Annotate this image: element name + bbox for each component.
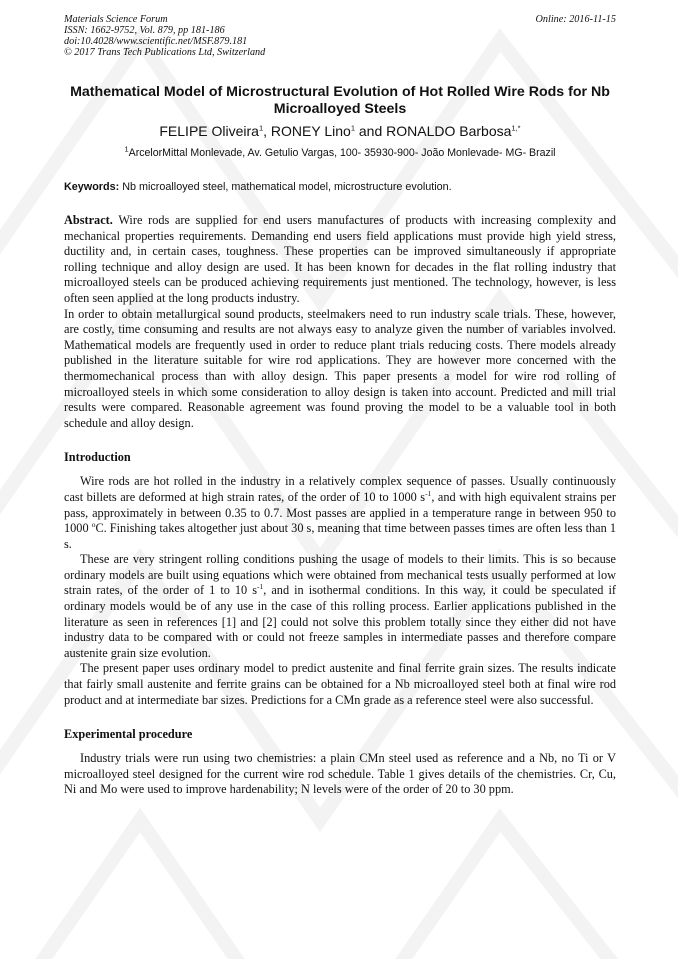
author-2: RONEY Lino xyxy=(270,123,351,139)
experimental-heading: Experimental procedure xyxy=(64,727,193,742)
abstract-paragraph-1 xyxy=(64,213,616,307)
affiliation xyxy=(64,146,616,160)
superscript: -1 xyxy=(257,582,264,592)
paper-page xyxy=(64,14,616,798)
superscript: -1 xyxy=(425,488,432,498)
intro-paragraph-2 xyxy=(64,552,616,661)
author-separator: and xyxy=(355,123,387,139)
author-3: RONALDO Barbosa xyxy=(386,123,512,139)
copyright-line: © 2017 Trans Tech Publications Ltd, Switzerland xyxy=(64,47,266,58)
affiliation-marker: 1 xyxy=(124,144,129,154)
author-2-affil: 1 xyxy=(350,123,355,133)
keywords-text: Nb microalloyed steel, mathematical model, microstructure evolution. xyxy=(119,181,452,193)
intro-text: Wire rods are hot rolled in the industry in a relatively complex sequence of passes. Usually continuously cast billets are deformed at high strain rates, of the order of 10 to 1000 s xyxy=(64,474,616,504)
keywords-label: Keywords: xyxy=(64,181,120,193)
keywords xyxy=(64,180,616,194)
author-separator: , xyxy=(263,123,271,139)
abstract-paragraph-2: In order to obtain metallurgical sound products, steelmakers need to run industry scale trials. These, however, are costly, time consuming and results are not always easy to analyze given the number of variables involved. Mathematical models are frequently used in order to reduce plant trials reducing costs. There models already published in the literature suitable for wire rod applications. They are however more concerned with the thermomechanical process than with alloy design. This paper presents a model for wire rod rolling of microalloyed steels in which some consideration to alloy design is taken into account. Predicted and mill trial results were compared. Reasonable agreement was found proving the model to be a valuable tool in both schedule and alloy design. xyxy=(64,306,616,430)
journal-name: Materials Science Forum xyxy=(64,14,168,25)
intro-text: , and with high equivalent strains per pass, approximately in between 0.35 to 0.7. Most passes are applied in a temperature range in between 950 to 1000 xyxy=(64,489,616,536)
intro-paragraph-1 xyxy=(64,474,616,552)
abstract-section xyxy=(64,213,616,431)
abstract-label: Abstract. xyxy=(64,213,113,227)
degree-symbol: o xyxy=(91,520,96,529)
abstract-text-1: Wire rods are supplied for end users manufactures of products with increasing complexity and mechanical properties requirements. Demanding end users field applications must provide high yield stress, ductility and, in certain cases, toughness. These properties can be improved simultaneously if appropriate rolling technique and alloy design are used. It has been known for decades in the flat rolling industry that microalloyed steels can be produced achieving requirements just mentioned. The technology, however, is less often seen applied at the long products industry. xyxy=(64,213,616,305)
intro-text: C. Finishing takes altogether just about 30 s, meaning that time between passes times are often less than 1 s. xyxy=(64,521,617,551)
journal-header xyxy=(64,14,616,58)
paper-title: Mathematical Model of Microstructural Evolution of Hot Rolled Wire Rods for Nb Microalloyed Steels xyxy=(70,84,610,117)
intro-text: These are very stringent rolling conditions pushing the usage of models to their limits. This is so because ordinary models are built using equations which were obtained from mechanical tests usually performed at low strain rates, of the order of 1 to 10 s xyxy=(64,552,616,598)
introduction-heading: Introduction xyxy=(64,450,131,465)
intro-text: , and in isothermal conditions. In this way, it could be speculated if ordinary models would be of any use in the case of this rolling process. Earlier applications published in the literature as seen in references [1] and [2] could not solve this problem totally since they either did not have industry data to be compared with or could not freeze samples in intermediate passes and therefore compare austenite grain size evolution. xyxy=(64,583,616,660)
introduction-section xyxy=(64,450,616,708)
author-3-affil: 1,* xyxy=(511,123,521,133)
online-date: Online: 2016-11-15 xyxy=(535,14,616,25)
issn-line: ISSN: 1662-9752, Vol. 879, pp 181-186 xyxy=(64,25,225,36)
author-1-affil: 1 xyxy=(258,123,264,133)
affiliation-text: ArcelorMittal Monlevade, Av. Getulio Vargas, 100- 35930-900- João Monlevade- MG- Brazil xyxy=(128,147,556,159)
experimental-paragraph-1: Industry trials were run using two chemistries: a plain CMn steel used as reference and a Nb, no Ti or V microalloyed steel designed for the current wire rod schedule. Table 1 gives details of the chemistries. Cr, Cu, Ni and Mo were used to improve hardenability; N levels were of the order of 20 to 30 ppm. xyxy=(64,751,616,797)
publication-info xyxy=(64,14,265,58)
experimental-section xyxy=(64,727,616,798)
doi-line: doi:10.4028/www.scientific.net/MSF.879.181 xyxy=(64,36,248,47)
author-list xyxy=(64,123,616,140)
author-1: FELIPE Oliveira xyxy=(159,123,259,139)
intro-paragraph-3: The present paper uses ordinary model to predict austenite and final ferrite grain sizes. The results indicate that fairly small austenite and ferrite grains can be obtained for a Nb microalloyed steel both at final wire rod product and at intermediate bar sizes. Predictions for a CMn grade as a reference steel were also successful. xyxy=(64,661,616,707)
